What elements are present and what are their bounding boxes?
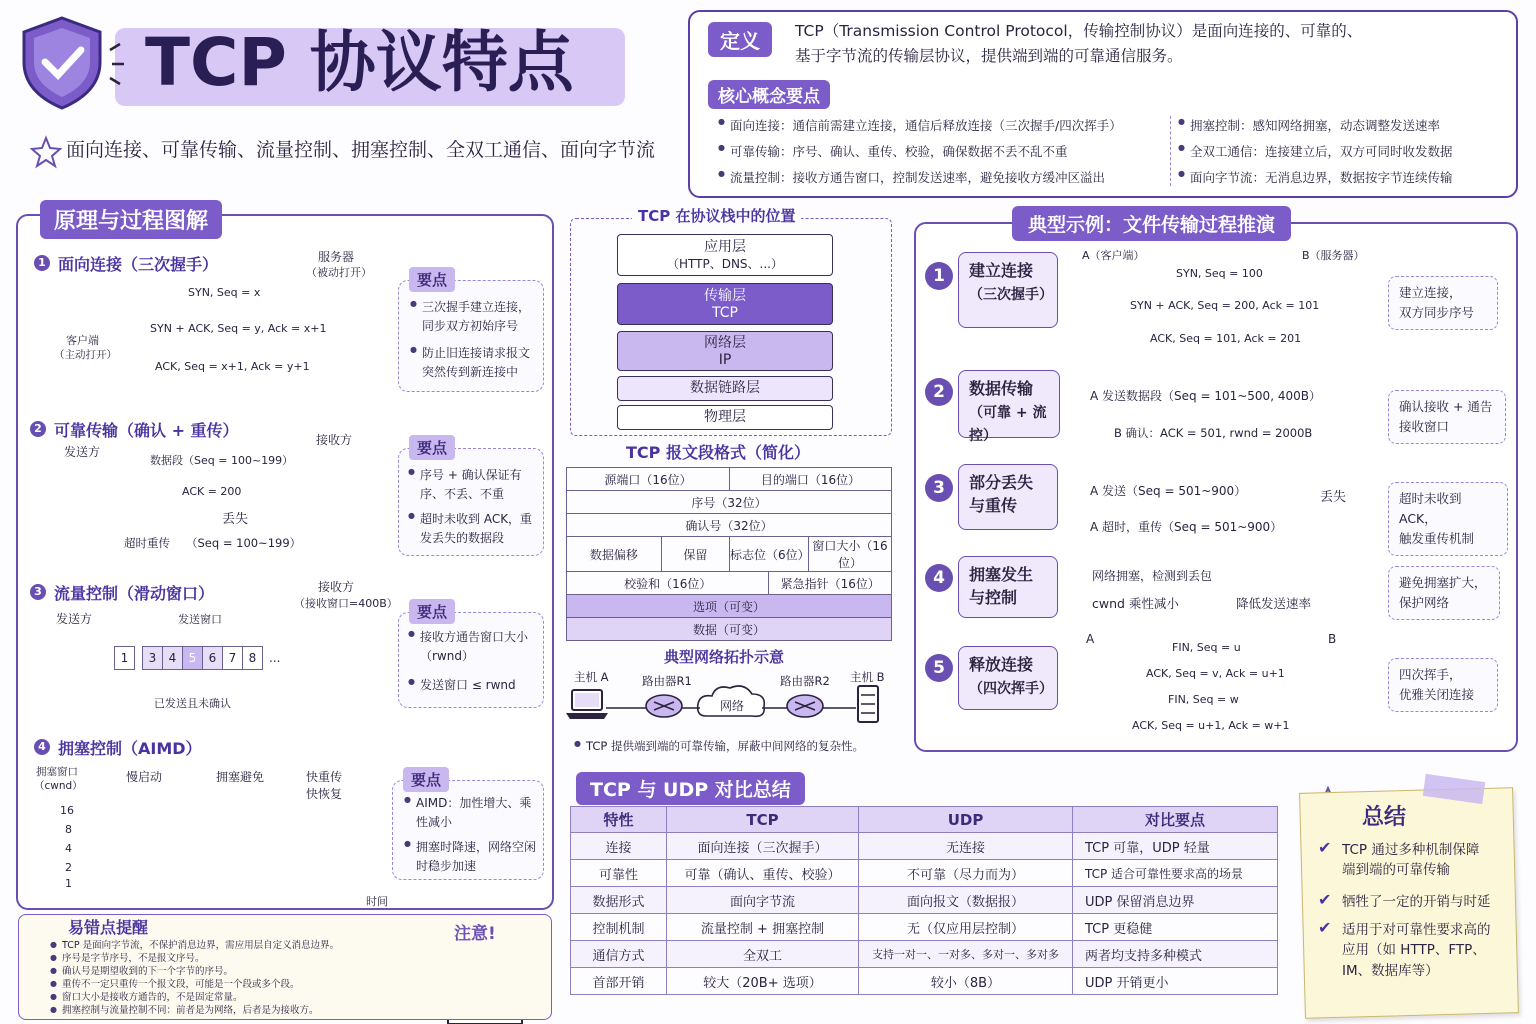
pitfall-item: ● 确认号是期望收到的下一个字节的序号。 (62, 966, 233, 979)
step4-msg: 降低发送速率 (1236, 596, 1312, 611)
section-number: 2 (30, 421, 46, 437)
compare-header: 特性 (571, 807, 667, 833)
step4-msg: 网络拥塞，检测到丢包 (1092, 569, 1213, 583)
seg-field: 序号（32位） (567, 491, 892, 514)
seg-field: 数据（可变） (567, 618, 892, 641)
step-5-box: 释放连接 （四次挥手） (958, 646, 1058, 710)
pitfall-item: ● 序号是字节序号，不是报文序号。 (62, 953, 205, 966)
reliable-msg-1: 数据段（Seq = 100~199） (150, 454, 294, 467)
example-title: 典型示例：文件传输过程推演 (1012, 206, 1291, 241)
step-1-box: 建立连接 （三次握手） (958, 252, 1058, 328)
check-icon: ✔ (1318, 890, 1332, 909)
layer-datalink: 数据链路层 (617, 376, 833, 401)
note-point: ● 序号 + 确认保证有序、不丢、不重 (420, 466, 542, 503)
reliable-title: 可靠传输（确认 + 重传） (54, 421, 239, 440)
note-point: ● 超时未收到 ACK，重发丢失的数据段 (420, 510, 542, 547)
step3-msg: A 超时，重传（Seq = 501~900） (1090, 520, 1283, 534)
note-point: ● AIMD：加性增大、乘性减小 (416, 794, 540, 831)
step1-msg: ACK, Seq = 101, Ack = 201 (1150, 332, 1302, 345)
handshake-msg-1: SYN, Seq = x (188, 286, 261, 299)
reliable-msg-2: ACK = 200 (182, 485, 242, 498)
principles-title: 原理与过程图解 (40, 200, 222, 239)
core-point: ● 流量控制：接收方通告窗口，控制发送速率，避免接收方缓冲区溢出 (730, 168, 1160, 187)
receiver-label: 接收方 (318, 580, 355, 594)
phase-slow-start: 慢启动 (126, 770, 163, 784)
server-label: 服务器 (318, 250, 355, 264)
pitfall-item: ● 窗口大小是接收方通告的，不是固定常量。 (62, 992, 243, 1005)
y-tick: 2 (65, 861, 72, 874)
step5-side-note: 四次挥手， 优雅关闭连接 (1388, 658, 1498, 712)
seg-field: 校验和（16位） (567, 572, 769, 595)
stack-title: TCP 在协议栈中的位置 (632, 207, 801, 226)
table-row: 可靠性 可靠（确认、重传、校验） 不可靠（尽力而为） TCP 适合可靠性要求高的场景 (571, 860, 1278, 887)
seg-field: 窗口大小（16位） (808, 537, 891, 572)
router-r2-icon (787, 695, 823, 717)
compare-header: TCP (667, 807, 859, 833)
host-b-label: 主机 B (850, 670, 885, 684)
phase-avoidance: 拥塞避免 (216, 770, 265, 784)
retransmit-seq: （Seq = 100~199） (186, 536, 302, 550)
step-number: 1 (925, 262, 953, 290)
step2-side-note: 确认接收 + 通告 接收窗口 (1388, 390, 1506, 444)
step2-msg: B 确认：ACK = 501, rwnd = 2000B (1114, 426, 1313, 440)
time-axis-label: 时间 (366, 895, 388, 908)
mascot-bubble-text: 注意! (454, 924, 496, 944)
window-cell: ... (269, 651, 281, 665)
router-r2-label: 路由器R2 (780, 674, 830, 688)
network-label: 网络 (720, 699, 745, 713)
host-a-label: 主机 A (574, 670, 609, 684)
seg-field: 标志位（6位） (730, 537, 809, 572)
phase-fast-recovery: 快恢复 (306, 787, 343, 801)
note-title: 要点 (409, 267, 455, 292)
layer-transport: 传输层 TCP (617, 283, 833, 325)
pitfall-item: ● 重传不一定只重传一个报文段，可能是一个段或多个段。 (62, 979, 300, 992)
receiver-window-label: （接收窗口=400B） (294, 597, 398, 610)
step4-msg: cwnd 乘性减小 (1092, 596, 1179, 611)
y-tick: 1 (65, 877, 72, 890)
flow-control-title: 流量控制（滑动窗口） (54, 584, 215, 603)
window-cells (114, 646, 287, 670)
step3-lost-label: 丢失 (1320, 490, 1347, 505)
pitfall-item: ● TCP 是面向字节流，不保护消息边界，需应用层自定义消息边界。 (62, 940, 339, 953)
window-cell: 1 (115, 647, 135, 670)
congestion-title: 拥塞控制（AIMD） (58, 739, 202, 758)
core-point: ● 拥塞控制：感知网络拥塞，动态调整发送速率 (1190, 116, 1510, 135)
step4-side-note: 避免拥塞扩大， 保护网络 (1388, 566, 1500, 620)
compare-title: TCP 与 UDP 对比总结 (576, 772, 805, 805)
seg-field: 目的端口（16位） (730, 468, 892, 491)
step-number: 2 (925, 378, 953, 406)
summary-item: TCP 通过多种机制保障 端到端的可靠传输 (1342, 842, 1480, 879)
layer-physical: 物理层 (617, 405, 833, 430)
seg-field: 确认号（32位） (567, 514, 892, 537)
note-point: ● 接收方通告窗口大小（rwnd） (420, 628, 542, 665)
step5-msg: FIN, Seq = u (1172, 641, 1241, 654)
step5-msg: ACK, Seq = u+1, Ack = w+1 (1132, 719, 1290, 732)
divider (1170, 116, 1171, 186)
sender-label: 发送方 (64, 445, 101, 459)
note-point: ● 拥塞时降速，网络空闲时稳步加速 (416, 838, 540, 875)
y-tick: 4 (65, 842, 72, 855)
definition-text-1: TCP（Transmission Control Protocol，传输控制协议）是面向连接的、可靠的、 (795, 22, 1363, 40)
cwnd-axis-label: 拥塞窗口 (36, 766, 78, 778)
seg-field: 紧急指针（16位） (769, 572, 892, 595)
receiver-label: 接收方 (316, 433, 353, 447)
step5-b-label: B (1328, 632, 1337, 646)
note-point: ● 三次握手建立连接，同步双方初始序号 (422, 298, 540, 335)
summary-item: 适用于对可靠性要求高的 应用（如 HTTP、FTP、 IM、数据库等） (1342, 922, 1491, 979)
topology-title: 典型网络拓扑示意 (664, 648, 785, 666)
step-number: 3 (925, 474, 953, 502)
seg-field: 保留 (661, 537, 729, 572)
step5-a-label: A (1086, 632, 1095, 646)
step5-msg: FIN, Seq = w (1168, 693, 1239, 706)
step2-msg: A 发送数据段（Seq = 101~500, 400B） (1090, 389, 1321, 403)
cwnd-axis-sub-label: （cwnd） (34, 780, 83, 792)
window-cell: 8 (243, 647, 263, 670)
core-point: ● 可靠传输：序号、确认、重传、校验，确保数据不丢不乱不重 (730, 142, 1160, 161)
host-b-server-icon (858, 686, 878, 722)
core-point: ● 面向连接：通信前需建立连接，通信后释放连接（三次握手/四次挥手） (730, 116, 1160, 135)
note-point: ● 防止旧连接请求报文突然传到新连接中 (422, 344, 540, 381)
compare-table (570, 806, 1278, 995)
pitfall-item: ● 拥塞控制与流量控制不同：前者是为网络，后者是为接收方。 (62, 1005, 319, 1018)
seg-field: 源端口（16位） (567, 468, 730, 491)
note-title: 要点 (409, 435, 455, 460)
lost-label: 丢失 (222, 512, 249, 527)
window-cell: 3 (143, 647, 163, 670)
window-cell: 5 (183, 647, 203, 670)
handshake-msg-2: SYN + ACK, Seq = y, Ack = x+1 (150, 322, 327, 335)
compare-header: 对比要点 (1073, 807, 1278, 833)
host-a-laptop-icon (566, 690, 608, 719)
section-number: 3 (30, 584, 46, 600)
y-tick: 16 (60, 804, 74, 817)
definition-text-2: 基于字节流的传输层协议，提供端到端的可靠通信服务。 (795, 47, 1183, 65)
core-concepts-label: 核心概念要点 (708, 80, 830, 109)
segment-table (566, 467, 892, 641)
table-row: 连接 面向连接（三次握手） 无连接 TCP 可靠，UDP 轻量 (571, 833, 1278, 860)
table-row: 控制机制 流量控制 + 拥塞控制 无（仅应用层控制） TCP 更稳健 (571, 914, 1278, 941)
step1-msg: SYN + ACK, Seq = 200, Ack = 101 (1130, 299, 1320, 312)
table-row: 通信方式 全双工 支持一对一、一对多、多对一、多对多 两者均支持多种模式 (571, 941, 1278, 968)
step5-msg: ACK, Seq = v, Ack = u+1 (1146, 667, 1285, 680)
handshake-msg-3: ACK, Seq = x+1, Ack = y+1 (155, 360, 310, 373)
star-icon (32, 138, 60, 166)
retransmit-label: 超时重传 (124, 536, 170, 550)
definition-label: 定义 (708, 22, 772, 57)
window-cell: 7 (223, 647, 243, 670)
sender-label: 发送方 (56, 612, 93, 626)
server-b-label: B（服务器） (1302, 249, 1365, 262)
pitfalls-title: 易错点提醒 (68, 918, 149, 937)
layer-network: 网络层 IP (617, 331, 833, 371)
router-r1-label: 路由器R1 (642, 674, 692, 688)
core-point: ● 面向字节流：无消息边界，数据按字节连续传输 (1190, 168, 1510, 187)
shield-icon (24, 18, 124, 108)
server-sub-label: （被动打开） (306, 266, 372, 279)
topology-note: ● TCP 提供端到端的可靠传输，屏蔽中间网络的复杂性。 (586, 738, 906, 756)
step3-msg: A 发送（Seq = 501~900） (1090, 484, 1247, 498)
step1-side-note: 建立连接， 双方同步序号 (1388, 276, 1498, 330)
note-title: 要点 (409, 599, 455, 624)
section-number: 4 (34, 739, 50, 755)
client-a-label: A（客户端） (1082, 249, 1145, 262)
window-cell: 4 (163, 647, 183, 670)
step-3-box: 部分丢失 与重传 (958, 464, 1058, 530)
unacked-label: 已发送且未确认 (154, 697, 231, 710)
core-point: ● 全双工通信：连接建立后，双方可同时收发数据 (1190, 142, 1510, 161)
check-icon: ✔ (1318, 918, 1332, 937)
step-4-box: 拥塞发生 与控制 (958, 556, 1058, 618)
step-2-box: 数据传输 （可靠 + 流控） (958, 370, 1060, 438)
y-tick: 8 (65, 823, 72, 836)
table-row: 首部开销 较大（20B+ 选项） 较小（8B） UDP 开销更小 (571, 968, 1278, 995)
window-cell: 6 (203, 647, 223, 670)
layer-application: 应用层 （HTTP、DNS、...） (617, 234, 833, 276)
handshake-title: 面向连接（三次握手） (58, 255, 219, 274)
step1-msg: SYN, Seq = 100 (1176, 267, 1263, 280)
table-row: 数据形式 面向字节流 面向报文（数据报） UDP 保留消息边界 (571, 887, 1278, 914)
page-title: TCP 协议特点 (145, 24, 574, 101)
note-point: ● 发送窗口 ≤ rwnd (420, 676, 542, 695)
summary-item: 牺牲了一定的开销与时延 (1342, 894, 1491, 910)
summary-title: 总结 (1362, 805, 1407, 830)
client-label: 客户端 (66, 334, 99, 347)
segment-title: TCP 报文段格式（简化） (626, 443, 810, 462)
step-number: 4 (925, 564, 953, 592)
features-subtitle: 面向连接、可靠传输、流量控制、拥塞控制、全双工通信、面向字节流 (66, 139, 656, 161)
router-r1-icon (646, 695, 682, 717)
client-sub-label: （主动打开） (54, 349, 117, 361)
section-number: 1 (34, 255, 50, 271)
phase-fast-retransmit: 快重传 (306, 770, 343, 784)
step-number: 5 (925, 654, 953, 682)
seg-field: 数据偏移 (567, 537, 662, 572)
step3-side-note: 超时未收到 ACK， 触发重传机制 (1388, 482, 1508, 556)
compare-header: UDP (859, 807, 1073, 833)
check-icon: ✔ (1318, 838, 1332, 857)
note-title: 要点 (403, 767, 449, 792)
send-window-label: 发送窗口 (178, 613, 222, 626)
seg-field: 选项（可变） (567, 595, 892, 618)
